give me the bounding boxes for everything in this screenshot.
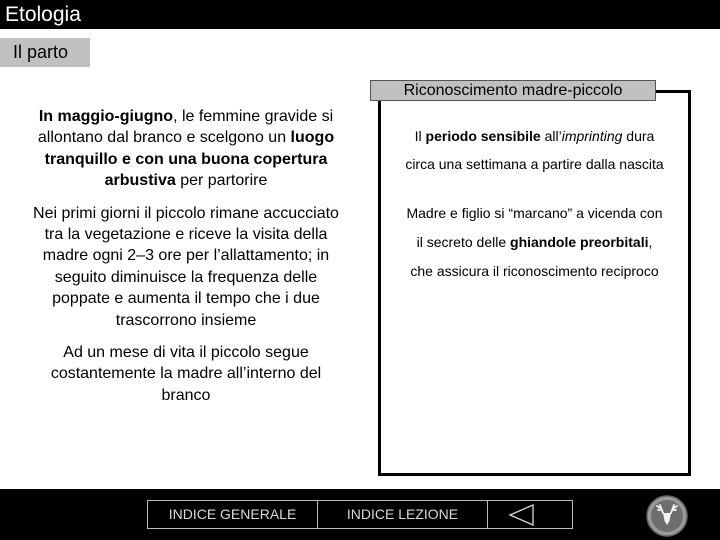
p1-bold-2: luogo tranquillo e con una buona copertura arbustiva <box>44 129 335 190</box>
section-title: Il parto <box>13 42 69 62</box>
triangle-left-icon <box>488 501 574 530</box>
left-text-column <box>30 106 342 417</box>
paragraph-2: Nei primi giorni il piccolo rimane accucciato tra la vegetazione e riceve la visita della madre ogni 2–3 ore per l’allattamento; in seguito diminuisce la frequenza delle poppate e aumenta il tempo che i due trascorrono insieme <box>33 204 339 329</box>
rl1-text-1: Il <box>414 128 426 144</box>
paragraph-1 <box>30 106 342 192</box>
p1-bold-1: In maggio-giugno <box>38 108 174 125</box>
p1-text-1: , le femmine gravide si allontano dal branco e scelgono un <box>37 108 334 147</box>
right-line-3: Madre e figlio si “marcano” a vicenda con <box>406 205 663 221</box>
right-line-1 <box>378 128 691 145</box>
recognition-frame <box>378 90 691 476</box>
paragraph-3: Ad un mese di vita il piccolo segue costantemente la madre all’interno del branco <box>50 344 322 404</box>
page-title: Etologia <box>5 3 81 26</box>
rl4-text-1: il secreto delle <box>416 234 511 250</box>
rl1-text-2: all’ <box>540 128 562 144</box>
section-tag <box>0 38 90 67</box>
back-button[interactable] <box>487 500 573 529</box>
right-line-2: circa una settimana a partire dalla nascita <box>405 156 664 172</box>
rl1-text-3: dura <box>622 128 655 144</box>
recognition-frame-label: Riconoscimento madre-piccolo <box>370 80 656 101</box>
indice-lezione-button[interactable]: INDICE LEZIONE <box>317 500 488 529</box>
indice-generale-button[interactable]: INDICE GENERALE <box>147 500 318 529</box>
right-line-5: che assicura il riconoscimento reciproco <box>410 263 659 279</box>
rl4-bold: ghiandole preorbitali <box>510 234 649 250</box>
deer-emblem-icon <box>645 494 689 538</box>
right-line-4 <box>378 234 691 251</box>
rl4-text-2: , <box>648 234 653 250</box>
p1-text-2: per partorire <box>175 172 268 190</box>
rl1-bold: periodo sensibile <box>425 128 541 144</box>
title-bar <box>0 0 720 29</box>
rl1-italic: imprinting <box>561 128 623 144</box>
